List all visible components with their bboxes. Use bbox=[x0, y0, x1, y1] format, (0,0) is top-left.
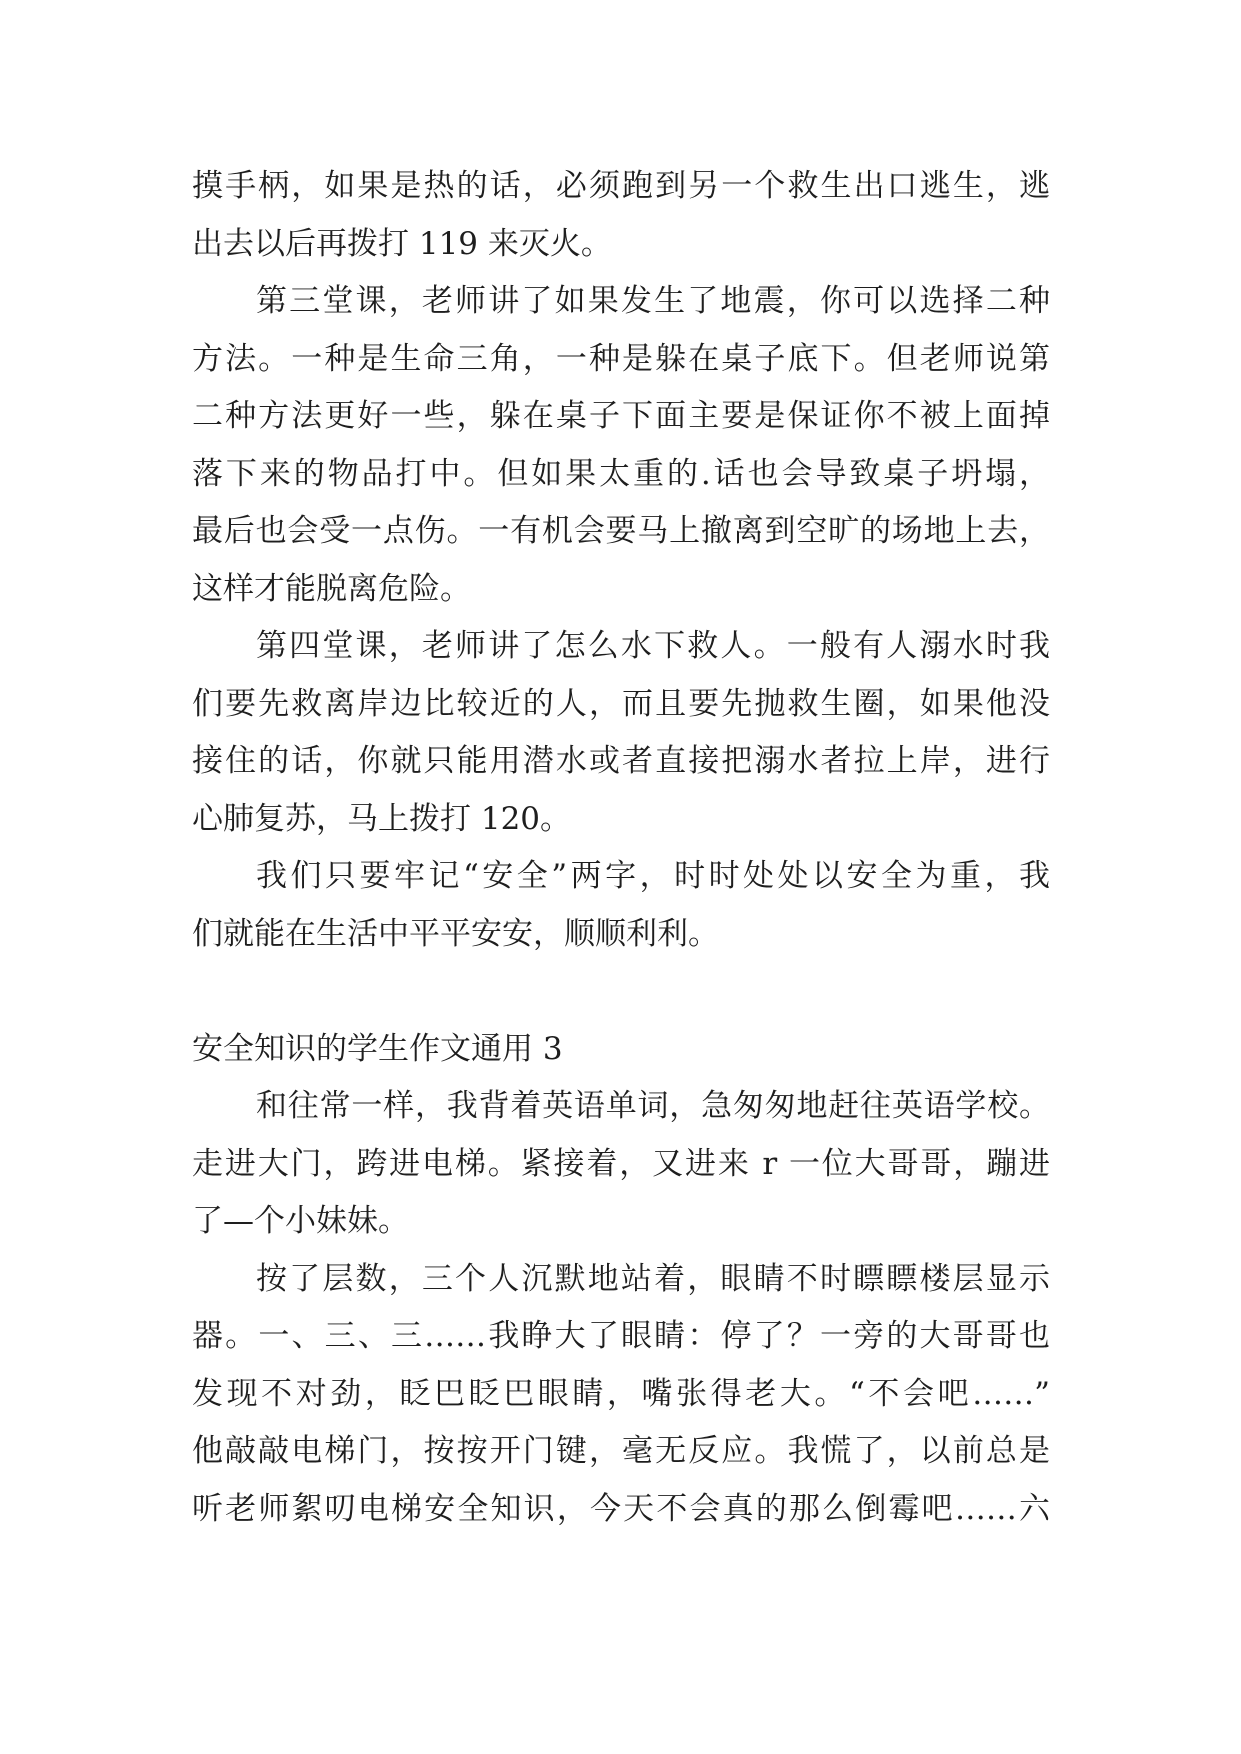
text-line: 他敲敲电梯门，按按开门键，毫无反应。我慌了，以前总是 bbox=[192, 1433, 1050, 1469]
text-line: 按了层数，三个人沉默地站着，眼睛不时瞟瞟楼层显示 bbox=[256, 1260, 1050, 1297]
text-line: 第四堂课，老师讲了怎么水下救人。一般有人溺水时我 bbox=[256, 628, 1050, 664]
text-line: 方法。一种是生命三角，一种是躲在桌子底下。但老师说第 bbox=[192, 340, 1050, 377]
text-line: 最后也会受一点伤。一有机会要马上撤离到空旷的场地上去， bbox=[192, 513, 1050, 549]
document-page bbox=[192, 158, 1050, 1538]
text-line: 走进大门，跨进电梯。紧接着，又进来 r 一位大哥哥，蹦进 bbox=[192, 1145, 1050, 1182]
text-line: 们就能在生活中平平安安，顺顺利利。 bbox=[192, 915, 719, 952]
text-line: 了—个小妹妹。 bbox=[192, 1203, 409, 1239]
text-line: 们要先救离岸边比较近的人，而且要先抛救生圈，如果他没 bbox=[192, 685, 1050, 722]
text-line: 器。一、三、三……我睁大了眼睛：停了？一旁的大哥哥也 bbox=[192, 1318, 1050, 1354]
text-line: 听老师絮叨电梯安全知识，今天不会真的那么倒霉吧……六 bbox=[192, 1490, 1050, 1527]
paragraph-5 bbox=[192, 1078, 1050, 1251]
text-line: 落下来的物品打中。但如果太重的.话也会导致桌子坍塌， bbox=[192, 455, 1050, 492]
section-heading: 安全知识的学生作文通用 3 bbox=[192, 1030, 563, 1067]
text-line: 接住的话，你就只能用潜水或者直接把溺水者拉上岸，进行 bbox=[192, 743, 1050, 779]
paragraph-2 bbox=[192, 273, 1050, 618]
text-line: 心肺复苏，马上拨打 120。 bbox=[192, 800, 572, 837]
text-line: 第三堂课，老师讲了如果发生了地震，你可以选择二种 bbox=[256, 283, 1050, 319]
text-line: 摸手柄，如果是热的话，必须跑到另一个救生出口逃生，逃 bbox=[192, 168, 1050, 204]
text-line: 这样才能脱离危险。 bbox=[192, 570, 471, 607]
text-line: 我们只要牢记“安全”两字，时时处处以安全为重，我 bbox=[256, 858, 1050, 894]
paragraph-4 bbox=[192, 848, 1050, 963]
text-line: 二种方法更好一些，躲在桌子下面主要是保证你不被上面掉 bbox=[192, 398, 1050, 434]
text-line: 出去以后再拨打 119 来灭火。 bbox=[192, 225, 612, 262]
paragraph-3 bbox=[192, 618, 1050, 848]
text-line: 发现不对劲，眨巴眨巴眼睛，嘴张得老大。“不会吧……” bbox=[192, 1375, 1050, 1412]
text-line: 和往常一样，我背着英语单词，急匆匆地赶往英语学校。 bbox=[256, 1088, 1050, 1124]
paragraph-1 bbox=[192, 158, 1050, 273]
paragraph-6 bbox=[192, 1251, 1050, 1539]
section-spacer bbox=[192, 963, 1050, 1021]
